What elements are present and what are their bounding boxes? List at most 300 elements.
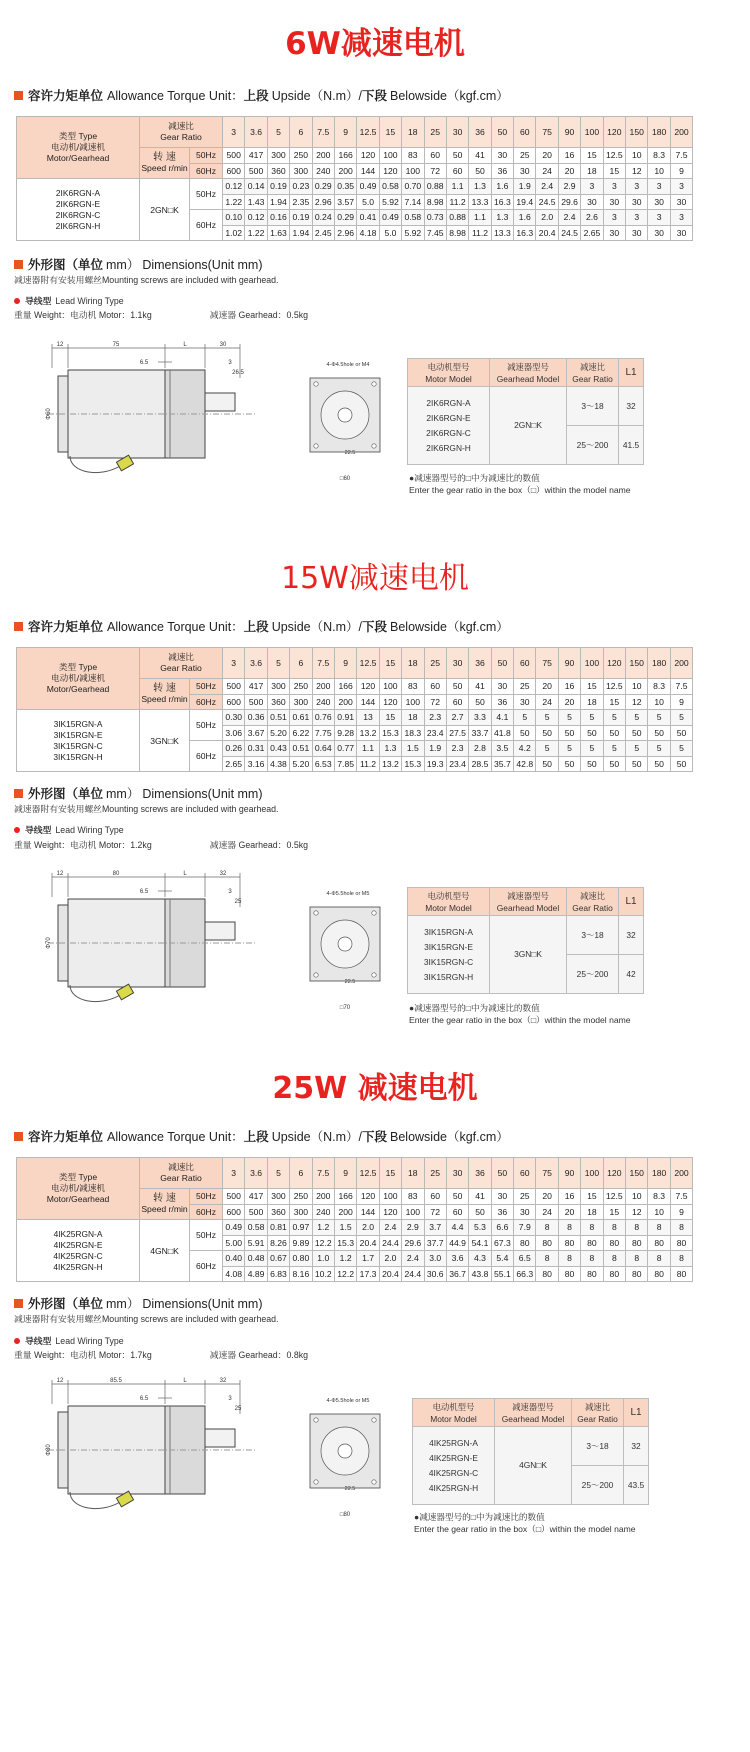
ratio-cell: 180 bbox=[648, 648, 670, 679]
dimensions-label-cn: 外形图（单位 bbox=[28, 787, 104, 801]
speed-cell: 120 bbox=[357, 148, 379, 164]
motor-model: 3IK15RGN-C bbox=[53, 740, 103, 751]
torque-cell: 18.3 bbox=[402, 725, 424, 741]
speed-cell: 15 bbox=[603, 1204, 625, 1220]
torque-cell: 1.3 bbox=[491, 210, 513, 226]
dim-g-label: 25 bbox=[234, 899, 242, 905]
speed-cell: 50 bbox=[446, 148, 468, 164]
torque-label-en: Allowance Torque Unit： bbox=[107, 1130, 244, 1144]
l1-high: 42 bbox=[619, 955, 644, 994]
ratio-cell: 3 bbox=[223, 117, 245, 148]
side-view-drawing bbox=[40, 1374, 300, 1524]
torque-cell: 0.49 bbox=[223, 1220, 245, 1236]
hz-label: 50Hz bbox=[190, 148, 223, 164]
speed-cell: 30 bbox=[514, 1204, 536, 1220]
speed-cell: 20 bbox=[558, 694, 580, 710]
ratio-cell: 6 bbox=[290, 1158, 312, 1189]
gearhead-model-en: Gearhead Model bbox=[496, 902, 560, 913]
torque-cell: 1.3 bbox=[379, 741, 401, 757]
type-label-cn: 电动机/减速机 bbox=[51, 1183, 105, 1193]
gearhead-model: 3GN□K bbox=[140, 710, 190, 772]
gear-ratio-note bbox=[414, 1511, 636, 1535]
speed-cell: 250 bbox=[290, 679, 312, 695]
speed-cell: 600 bbox=[223, 163, 245, 179]
torque-cell: 1.22 bbox=[245, 225, 267, 241]
gearhead-model-en: Gearhead Model bbox=[496, 373, 560, 384]
torque-cell: 1.7 bbox=[357, 1251, 379, 1267]
torque-cell: 80 bbox=[626, 1266, 648, 1282]
torque-cell: 13.2 bbox=[379, 756, 401, 772]
speed-cell: 250 bbox=[290, 1189, 312, 1205]
torque-cell: 3.67 bbox=[245, 725, 267, 741]
speed-cell: 83 bbox=[402, 148, 424, 164]
torque-cell: 5 bbox=[603, 710, 625, 726]
dim-a-label: 12 bbox=[56, 871, 64, 877]
front-view-drawing bbox=[300, 887, 390, 1017]
torque-cell: 2.45 bbox=[312, 225, 334, 241]
speed-cell: 12.5 bbox=[603, 679, 625, 695]
speed-cell: 41 bbox=[469, 679, 491, 695]
ratio-cell: 15 bbox=[379, 1158, 401, 1189]
torque-cell: 11.2 bbox=[446, 194, 468, 210]
speed-cell: 200 bbox=[334, 163, 356, 179]
section-title: 6W减速电机 bbox=[285, 26, 465, 62]
ratio-cell: 90 bbox=[558, 117, 580, 148]
gearhead-weight-label: 减速器 Gearhead： bbox=[209, 310, 287, 320]
torque-cell: 3 bbox=[648, 210, 670, 226]
gearhead-weight-label: 减速器 Gearhead： bbox=[209, 1350, 287, 1360]
speed-cell: 12.5 bbox=[603, 1189, 625, 1205]
torque-cell: 4.08 bbox=[223, 1266, 245, 1282]
hz-label: 60Hz bbox=[190, 1204, 223, 1220]
gearhead-model-cn: 减速器型号 bbox=[512, 1401, 554, 1412]
torque-cell: 18 bbox=[402, 710, 424, 726]
torque-cell: 0.49 bbox=[357, 179, 379, 195]
torque-cell: 2.0 bbox=[357, 1220, 379, 1236]
speed-cell: 60 bbox=[424, 148, 446, 164]
torque-cell: 16.3 bbox=[514, 225, 536, 241]
speed-cell: 166 bbox=[334, 148, 356, 164]
speed-header bbox=[140, 679, 190, 710]
lower-label-en: Belowside（kgf.cm） bbox=[390, 89, 509, 103]
torque-cell: 0.88 bbox=[424, 179, 446, 195]
speed-cell: 10 bbox=[626, 679, 648, 695]
torque-cell: 2.7 bbox=[446, 710, 468, 726]
ratio-range-low: 3～18 bbox=[567, 916, 619, 955]
speed-cell: 300 bbox=[290, 694, 312, 710]
torque-cell: 15.3 bbox=[402, 756, 424, 772]
torque-cell: 0.67 bbox=[267, 1251, 289, 1267]
ratio-label-cn: 减速比 bbox=[168, 121, 194, 131]
speed-cell: 24 bbox=[536, 694, 558, 710]
speed-cell: 144 bbox=[357, 163, 379, 179]
ratio-cell: 90 bbox=[558, 648, 580, 679]
torque-cell: 50 bbox=[603, 725, 625, 741]
speed-cell: 120 bbox=[379, 163, 401, 179]
model-table bbox=[407, 887, 644, 994]
torque-cell: 7.9 bbox=[514, 1220, 536, 1236]
speed-cell: 120 bbox=[379, 1204, 401, 1220]
type-label: 类型 Type bbox=[58, 1172, 98, 1182]
speed-cell: 7.5 bbox=[670, 679, 692, 695]
hz-label: 60Hz bbox=[190, 1251, 223, 1282]
ratio-cell: 75 bbox=[536, 648, 558, 679]
torque-cell: 1.02 bbox=[223, 225, 245, 241]
gearhead-model-cn: 减速器型号 bbox=[507, 361, 549, 372]
speed-cell: 36 bbox=[491, 1204, 513, 1220]
ratio-label-cn: 减速比 bbox=[168, 652, 194, 662]
ratio-cell: 3 bbox=[223, 1158, 245, 1189]
ratio-label-en: Gear Ratio bbox=[160, 1173, 202, 1183]
speed-cell: 10 bbox=[648, 163, 670, 179]
gear-ratio-note bbox=[409, 472, 631, 496]
bullet-dot-icon bbox=[14, 1338, 20, 1344]
torque-cell: 8.98 bbox=[446, 225, 468, 241]
dim-e-label: 32 bbox=[219, 1378, 227, 1384]
torque-cell: 5 bbox=[581, 741, 603, 757]
torque-cell: 0.31 bbox=[245, 741, 267, 757]
speed-cell: 10 bbox=[626, 1189, 648, 1205]
torque-cell: 5.20 bbox=[267, 725, 289, 741]
gearhead-model: 4GN□K bbox=[495, 1427, 572, 1505]
torque-table bbox=[16, 116, 693, 241]
torque-cell: 2.4 bbox=[558, 210, 580, 226]
torque-cell: 50 bbox=[648, 725, 670, 741]
speed-cell: 12 bbox=[626, 163, 648, 179]
ratio-cell: 100 bbox=[581, 648, 603, 679]
torque-cell: 6.5 bbox=[514, 1251, 536, 1267]
speed-cell: 300 bbox=[267, 148, 289, 164]
l1-high: 43.5 bbox=[624, 1466, 649, 1505]
gear-ratio-note-cn: ●减速器型号的□中为减速比的数值 bbox=[414, 1512, 545, 1522]
torque-table bbox=[16, 1157, 693, 1282]
type-header bbox=[17, 1158, 140, 1220]
torque-cell: 0.88 bbox=[446, 210, 468, 226]
side-view-drawing bbox=[40, 338, 300, 488]
torque-cell: 17.3 bbox=[357, 1266, 379, 1282]
speed-cell: 50 bbox=[469, 163, 491, 179]
screws-note: 减速器附有安装用螺丝Mounting screws are included with gearhead. bbox=[14, 1314, 279, 1324]
torque-cell: 0.24 bbox=[312, 210, 334, 226]
torque-cell: 24.5 bbox=[558, 225, 580, 241]
speed-cell: 360 bbox=[267, 694, 289, 710]
motor-model: 2IK6RGN-A bbox=[426, 397, 471, 408]
model-table-header bbox=[413, 1399, 649, 1427]
torque-cell: 0.36 bbox=[245, 710, 267, 726]
bullet-square-icon bbox=[14, 622, 23, 631]
torque-cell: 0.76 bbox=[312, 710, 334, 726]
gear-ratio-note-cn: ●减速器型号的□中为减速比的数值 bbox=[409, 473, 540, 483]
torque-cell: 3.0 bbox=[424, 1251, 446, 1267]
torque-cell: 54.1 bbox=[469, 1235, 491, 1251]
ratio-cell: 90 bbox=[558, 1158, 580, 1189]
speed-cell: 10 bbox=[648, 1204, 670, 1220]
angle-label: 22.5 bbox=[344, 450, 356, 456]
torque-cell: 3.06 bbox=[223, 725, 245, 741]
torque-cell: 0.49 bbox=[379, 210, 401, 226]
dim-f-label: 3 bbox=[228, 1396, 232, 1402]
torque-cell: 80 bbox=[536, 1266, 558, 1282]
gearhead-model: 2GN□K bbox=[140, 179, 190, 241]
torque-cell: 9.28 bbox=[334, 725, 356, 741]
wiring-label-en: Lead Wiring Type bbox=[55, 1336, 124, 1346]
model-row bbox=[408, 916, 644, 955]
l1-header: L1 bbox=[619, 888, 644, 916]
gearhead-model-cn: 减速器型号 bbox=[507, 890, 549, 901]
torque-unit-header bbox=[14, 1127, 509, 1145]
square-size-label: □70 bbox=[339, 1005, 351, 1011]
motor-model: 3IK15RGN-H bbox=[423, 971, 474, 982]
dimensions-header bbox=[14, 255, 263, 273]
torque-cell: 3 bbox=[670, 179, 692, 195]
speed-cell: 15 bbox=[603, 694, 625, 710]
speed-cell: 166 bbox=[334, 679, 356, 695]
speed-header bbox=[140, 148, 190, 179]
angle-label: 22.5 bbox=[344, 979, 356, 985]
speed-cell: 25 bbox=[514, 1189, 536, 1205]
torque-cell: 0.19 bbox=[267, 179, 289, 195]
torque-cell: 8 bbox=[536, 1251, 558, 1267]
speed-cell: 16 bbox=[558, 148, 580, 164]
motor-model-cn: 电动机型号 bbox=[432, 1401, 475, 1412]
speed-cell: 60 bbox=[424, 1189, 446, 1205]
torque-cell: 0.70 bbox=[402, 179, 424, 195]
torque-cell: 3.6 bbox=[446, 1251, 468, 1267]
torque-cell: 1.94 bbox=[267, 194, 289, 210]
lower-label-cn: 下段 bbox=[361, 620, 387, 634]
ratio-range-low: 3～18 bbox=[567, 387, 619, 426]
torque-cell: 3 bbox=[626, 179, 648, 195]
speed-cell: 9 bbox=[670, 1204, 692, 1220]
ratio-cell: 200 bbox=[670, 117, 692, 148]
speed-cell: 500 bbox=[223, 1189, 245, 1205]
speed-label-cn: 转 速 bbox=[153, 1193, 176, 1204]
torque-cell: 50 bbox=[670, 725, 692, 741]
torque-cell: 2.4 bbox=[536, 179, 558, 195]
torque-cell: 1.63 bbox=[267, 225, 289, 241]
torque-label-cn: 容许力矩单位 bbox=[28, 1130, 104, 1144]
l1-header: L1 bbox=[619, 359, 644, 387]
torque-cell: 8 bbox=[558, 1220, 580, 1236]
gear-ratio-en: Gear Ratio bbox=[577, 1413, 618, 1424]
gearhead-model-header bbox=[495, 1399, 572, 1427]
ratio-header bbox=[140, 648, 223, 679]
speed-cell: 100 bbox=[379, 679, 401, 695]
gear-ratio-header bbox=[567, 888, 619, 916]
torque-cell: 0.35 bbox=[334, 179, 356, 195]
torque-cell: 67.3 bbox=[491, 1235, 513, 1251]
wiring-label-cn: 导线型 bbox=[25, 1336, 52, 1346]
speed-cell: 240 bbox=[312, 1204, 334, 1220]
model-table bbox=[407, 358, 644, 465]
diameter-label: Φ70 bbox=[46, 937, 52, 949]
model-table bbox=[412, 1398, 649, 1505]
dim-b-label: 80 bbox=[112, 871, 120, 877]
torque-cell: 30 bbox=[648, 194, 670, 210]
bullet-square-icon bbox=[14, 1299, 23, 1308]
torque-cell: 8 bbox=[626, 1220, 648, 1236]
ratio-cell: 5 bbox=[267, 117, 289, 148]
speed-cell: 200 bbox=[312, 1189, 334, 1205]
bullet-square-icon bbox=[14, 260, 23, 269]
speed-cell: 360 bbox=[267, 1204, 289, 1220]
weight-label: 重量 Weight：电动机 Motor： bbox=[14, 310, 131, 320]
torque-cell: 0.26 bbox=[223, 741, 245, 757]
torque-cell: 4.1 bbox=[491, 710, 513, 726]
motor-model-en: Motor Model bbox=[425, 373, 472, 384]
torque-cell: 50 bbox=[581, 756, 603, 772]
weight-line bbox=[14, 838, 308, 851]
lower-label-en: Belowside（kgf.cm） bbox=[390, 1130, 509, 1144]
torque-cell: 2.9 bbox=[558, 179, 580, 195]
torque-cell: 0.81 bbox=[267, 1220, 289, 1236]
weight-gearhead: 0.5kg bbox=[286, 840, 309, 850]
ratio-range-high: 25～200 bbox=[567, 426, 619, 465]
speed-cell: 300 bbox=[267, 679, 289, 695]
torque-cell: 11.2 bbox=[357, 756, 379, 772]
wiring-type bbox=[14, 294, 124, 307]
speed-cell: 300 bbox=[290, 163, 312, 179]
ratio-cell: 25 bbox=[424, 648, 446, 679]
upper-label-cn: 上段 bbox=[243, 89, 269, 103]
speed-cell: 12 bbox=[626, 1204, 648, 1220]
diameter-label: Φ80 bbox=[46, 1444, 52, 1456]
torque-row bbox=[17, 179, 693, 195]
torque-cell: 8 bbox=[648, 1220, 670, 1236]
torque-cell: 6.83 bbox=[267, 1266, 289, 1282]
torque-cell: 1.2 bbox=[334, 1251, 356, 1267]
ratio-cell: 100 bbox=[581, 117, 603, 148]
wiring-label-en: Lead Wiring Type bbox=[55, 296, 124, 306]
upper-label-cn: 上段 bbox=[243, 620, 269, 634]
torque-cell: 8 bbox=[558, 1251, 580, 1267]
torque-cell: 13.2 bbox=[357, 725, 379, 741]
speed-cell: 41 bbox=[469, 1189, 491, 1205]
dim-g-label: 26.5 bbox=[232, 370, 244, 376]
torque-cell: 0.16 bbox=[267, 210, 289, 226]
bullet-dot-icon bbox=[14, 827, 20, 833]
dimensions-label-en: Dimensions(Unit mm) bbox=[142, 1297, 263, 1311]
weight-line bbox=[14, 1348, 308, 1361]
torque-cell: 20.4 bbox=[536, 225, 558, 241]
bullet-square-icon bbox=[14, 1132, 23, 1141]
motor-model: 2IK6RGN-C bbox=[55, 209, 101, 220]
gear-ratio-note bbox=[409, 1002, 631, 1026]
speed-cell: 83 bbox=[402, 679, 424, 695]
ratio-cell: 50 bbox=[491, 117, 513, 148]
torque-cell: 1.6 bbox=[491, 179, 513, 195]
motor-models-cell bbox=[17, 710, 140, 772]
torque-cell: 3 bbox=[648, 179, 670, 195]
torque-cell: 3 bbox=[670, 210, 692, 226]
torque-cell: 2.65 bbox=[223, 756, 245, 772]
motor-model: 4IK25RGN-C bbox=[428, 1467, 479, 1478]
torque-cell: 29.6 bbox=[558, 194, 580, 210]
torque-cell: 5 bbox=[626, 741, 648, 757]
ratio-cell: 50 bbox=[491, 648, 513, 679]
torque-cell: 3.57 bbox=[334, 194, 356, 210]
gearhead-model-header bbox=[490, 359, 567, 387]
torque-cell: 37.7 bbox=[424, 1235, 446, 1251]
torque-cell: 24.4 bbox=[402, 1266, 424, 1282]
gear-ratio-cn: 减速比 bbox=[579, 890, 606, 901]
model-table-header bbox=[408, 888, 644, 916]
speed-cell: 8.3 bbox=[648, 679, 670, 695]
speed-cell: 417 bbox=[245, 1189, 267, 1205]
torque-cell: 80 bbox=[648, 1266, 670, 1282]
torque-cell: 0.77 bbox=[334, 741, 356, 757]
torque-cell: 4.38 bbox=[267, 756, 289, 772]
motor-model: 3IK15RGN-A bbox=[53, 718, 103, 729]
torque-cell: 2.8 bbox=[469, 741, 491, 757]
torque-cell: 5 bbox=[558, 710, 580, 726]
ratio-range-high: 25～200 bbox=[572, 1466, 624, 1505]
torque-cell: 42.8 bbox=[514, 756, 536, 772]
torque-cell: 12.2 bbox=[312, 1235, 334, 1251]
ratio-cell: 18 bbox=[402, 1158, 424, 1189]
torque-cell: 5 bbox=[536, 741, 558, 757]
speed-cell: 18 bbox=[581, 694, 603, 710]
ratio-header-row bbox=[17, 117, 693, 148]
section-title: 25W 减速电机 bbox=[272, 1071, 478, 1106]
ratio-cell: 3.6 bbox=[245, 117, 267, 148]
torque-cell: 44.9 bbox=[446, 1235, 468, 1251]
dimensions-unit: mm） bbox=[106, 1297, 140, 1311]
torque-cell: 66.3 bbox=[514, 1266, 536, 1282]
speed-label-cn: 转 速 bbox=[153, 683, 176, 694]
torque-label-cn: 容许力矩单位 bbox=[28, 89, 104, 103]
torque-cell: 80 bbox=[648, 1235, 670, 1251]
torque-cell: 3.7 bbox=[424, 1220, 446, 1236]
speed-cell: 300 bbox=[290, 1204, 312, 1220]
torque-cell: 0.97 bbox=[290, 1220, 312, 1236]
ratio-cell: 15 bbox=[379, 648, 401, 679]
gear-ratio-cn: 减速比 bbox=[579, 361, 606, 372]
speed-cell: 417 bbox=[245, 679, 267, 695]
speed-cell: 72 bbox=[424, 694, 446, 710]
torque-cell: 8 bbox=[670, 1220, 692, 1236]
torque-cell: 30 bbox=[581, 194, 603, 210]
torque-cell: 27.5 bbox=[446, 725, 468, 741]
wiring-label-cn: 导线型 bbox=[25, 825, 52, 835]
ratio-cell: 5 bbox=[267, 1158, 289, 1189]
torque-cell: 8 bbox=[536, 1220, 558, 1236]
torque-cell: 50 bbox=[581, 725, 603, 741]
torque-cell: 50 bbox=[670, 756, 692, 772]
gear-ratio-en: Gear Ratio bbox=[572, 373, 613, 384]
ratio-cell: 75 bbox=[536, 1158, 558, 1189]
speed-cell: 250 bbox=[290, 148, 312, 164]
speed-cell: 500 bbox=[223, 148, 245, 164]
motor-model-header bbox=[413, 1399, 495, 1427]
torque-cell: 30 bbox=[670, 194, 692, 210]
speed-cell: 240 bbox=[312, 163, 334, 179]
torque-cell: 0.51 bbox=[267, 710, 289, 726]
gear-ratio-note-en: Enter the gear ratio in the box（□）within the model name bbox=[414, 1524, 636, 1534]
ratio-cell: 3.6 bbox=[245, 648, 267, 679]
speed-cell: 50 bbox=[469, 694, 491, 710]
ratio-cell: 200 bbox=[670, 1158, 692, 1189]
torque-cell: 50 bbox=[626, 756, 648, 772]
torque-cell: 1.1 bbox=[446, 179, 468, 195]
torque-cell: 0.10 bbox=[223, 210, 245, 226]
weight-line bbox=[14, 308, 308, 321]
ratio-cell: 6 bbox=[290, 648, 312, 679]
ratio-cell: 9 bbox=[334, 648, 356, 679]
ratio-cell: 12.5 bbox=[357, 1158, 379, 1189]
torque-cell: 0.12 bbox=[223, 179, 245, 195]
speed-cell: 20 bbox=[558, 1204, 580, 1220]
